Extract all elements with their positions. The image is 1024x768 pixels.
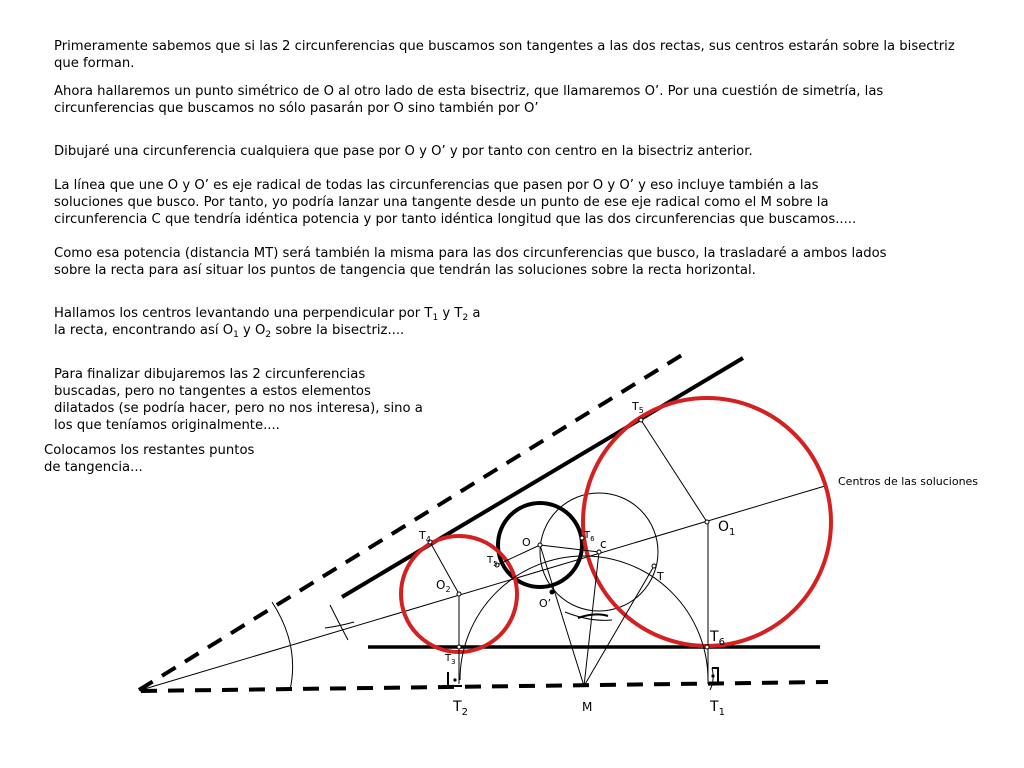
label-centros: Centros de las soluciones bbox=[838, 475, 979, 488]
small-arc-T1 bbox=[710, 668, 713, 690]
tangent-M-T bbox=[584, 566, 654, 686]
radius-O1-T5 bbox=[641, 420, 707, 522]
point-O2 bbox=[457, 592, 461, 596]
label-T6: $T_6$ bbox=[710, 629, 725, 648]
point-O-prime bbox=[550, 590, 555, 595]
right-angle-dot-T2 bbox=[453, 678, 456, 681]
point-T6 bbox=[705, 645, 709, 649]
label-T5-small: $T_5$ bbox=[487, 555, 498, 568]
paragraph-power: Como esa potencia (distancia MT) será también la misma para las dos circunferencias que busco, la trasladaré a ambos lados sobre la recta para así situar los puntos de tangencia que tendrán las soluciones sobre la recta horizontal. bbox=[54, 246, 887, 278]
label-O2: $O_2$ bbox=[436, 578, 451, 594]
point-T3 bbox=[457, 645, 461, 649]
right-angle-dot-T1 bbox=[711, 674, 714, 677]
point-O1 bbox=[705, 520, 709, 524]
construction-arc-1 bbox=[330, 605, 348, 640]
paragraph-any-circle: Dibujaré una circunferencia cualquiera que pase por O y O’ y por tanto con centro en la bisectriz anterior. bbox=[54, 144, 753, 159]
paragraph-centers: Hallamos los centros levantando una perpendicular por $T_1$ y $T_2$ a la recta, encontrando así $O_1$ y $O_2$ sobre la bisectriz.... bbox=[54, 306, 481, 340]
paragraph-symmetric-point: Ahora hallaremos un punto simétrico de O al otro lado de esta bisectriz, que llamaremos O’. Por una cuestión de simetría, las circunferencias que buscamos no sólo pasarán por O sino también por O’ bbox=[54, 84, 884, 116]
label-T6-small: $T_6$ bbox=[584, 530, 595, 543]
paragraph-finalize: Para finalizar dibujaremos las 2 circunferencias buscadas, pero no tangentes a estos elementos dilatados (se podría hacer, pero no nos interesa), sino a los que teníamos originalmente.... bbox=[54, 367, 423, 433]
label-T2: $T_2$ bbox=[453, 699, 468, 718]
bisector-line bbox=[141, 486, 825, 690]
point-T bbox=[652, 564, 656, 568]
label-M: M bbox=[582, 700, 593, 714]
point-O bbox=[538, 543, 542, 547]
dashed-upper-line bbox=[139, 350, 690, 690]
label-T4: $T_4$ bbox=[419, 529, 431, 544]
small-arc-near-M-2 bbox=[578, 614, 608, 618]
label-T3: $T_3$ bbox=[445, 653, 456, 666]
label-C: c bbox=[600, 537, 607, 551]
dashed-lower-line bbox=[141, 682, 828, 691]
line-O-C bbox=[540, 545, 599, 552]
label-T5: $T_5$ bbox=[632, 400, 644, 415]
upper-tangent-line bbox=[342, 358, 743, 597]
label-O: O bbox=[522, 536, 531, 549]
label-O1: $O_1$ bbox=[718, 519, 736, 538]
paragraph-radical-axis: La línea que une O y O’ es eje radical de todas las circunferencias que pasen por O y O’ y eso incluye también a las soluciones que busco. Por tanto, yo podría lanzar una tangente desde un punto de ese eje radical como el M sobre la circunferencia C que tendría idéntica potencia y por tanto idéntica longitud que las dos circunferencias que buscamos..... bbox=[54, 178, 857, 227]
paragraph-bisector: Primeramente sabemos que si las 2 circunferencias que buscamos son tangentes a las dos rectas, sus centros estarán sobre la bisectriz que forman. bbox=[54, 39, 955, 71]
point-T5 bbox=[639, 418, 643, 422]
label-O-prime: O’ bbox=[539, 597, 552, 610]
label-T1: $T_1$ bbox=[710, 699, 725, 718]
label-T: T bbox=[657, 570, 664, 583]
paragraph-tangency-points: Colocamos los restantes puntos de tangencia... bbox=[44, 443, 255, 475]
